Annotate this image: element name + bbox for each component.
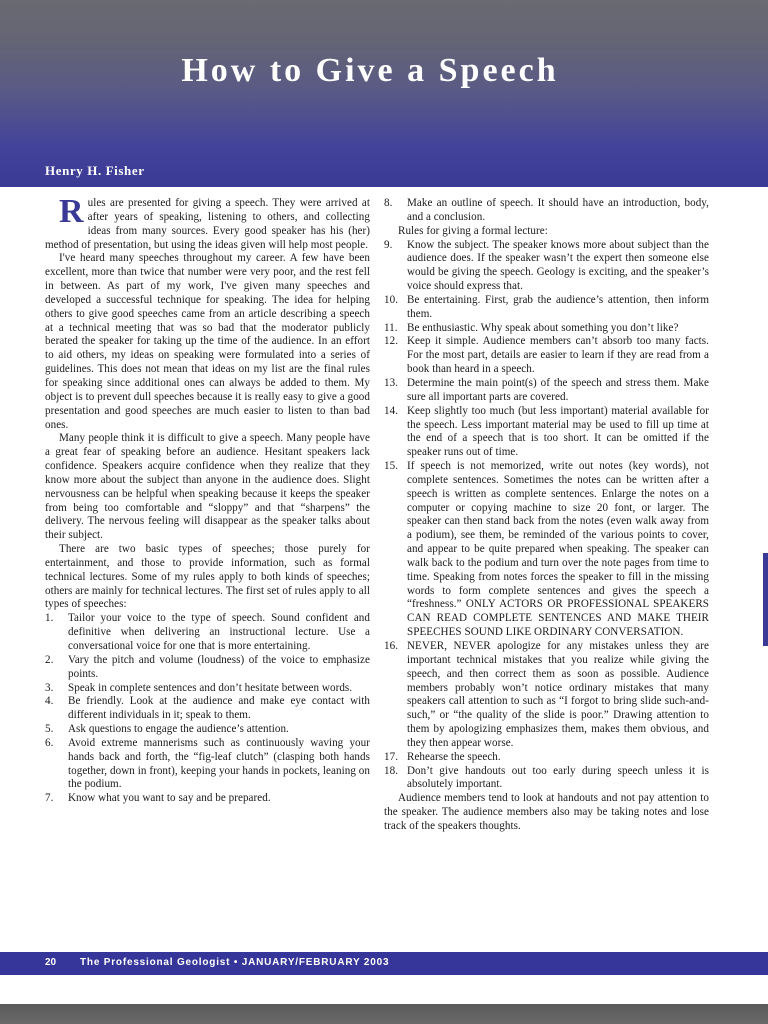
list-text: Keep it simple. Audience members can’t absorb too many facts. For the most part, details are easier to learn if they are read from a book than heard in a speech. (407, 335, 709, 376)
drop-cap: R (59, 193, 84, 230)
list-text: Avoid extreme mannerisms such as continuously waving your hands back and forth, the “fig-leaf clutch” (clasping both hands together, down in front), keeping your hands in pockets, leaning on the podium. (68, 736, 370, 791)
list-text: If speech is not memorized, write out notes (key words), not complete sentences. Sometimes the notes can be written after a speech is written as complete sentences. Enlarge the notes on a computer or copying machine to size 20 font, or larger. The speaker can then stand back from the notes (even walk away from a podium), see them, be reminded of the various points to cover, and appear to be quite prepared when speaking. The speaker can walk back to the podium and turn over the note pages from time to time. Speaking from notes forces the speaker to fill in the missing words to form complete sentences and gives the speech a “freshness.” ONLY ACTORS OR PROFESSIONAL SPEAKERS CAN READ COMPLETE SENTENCES AND MAKE THEIR SPEECHES SOUND LIKE ORDINARY CONVERSATION. (407, 460, 709, 639)
list-number: 1. (45, 612, 54, 625)
list-number: 18. (384, 764, 399, 777)
list-number: 10. (384, 293, 399, 306)
page-title: How to Give a Speech (181, 52, 559, 89)
list-text: Be entertaining. First, grab the audience’s attention, then inform them. (407, 293, 709, 320)
list-item (384, 640, 709, 751)
left-column (45, 193, 370, 806)
side-tab-marker (763, 553, 768, 646)
journal-citation: The Professional Geologist • JANUARY/FEBRUARY 2003 (80, 957, 390, 968)
list-item (45, 654, 370, 682)
list-number: 7. (45, 792, 54, 805)
list-text: Be friendly. Look at the audience and make eye contact with different individuals in it; speak to them. (68, 695, 370, 722)
list-number: 8. (384, 197, 393, 209)
list-text: Make an outline of speech. It should have an introduction, body, and a conclusion. (407, 197, 709, 223)
list-text: Rehearse the speech. (407, 750, 501, 763)
bottom-strip (0, 1004, 768, 1024)
paragraph: There are two basic types of speeches; those purely for entertainment, and those to provide information, such as formal technical lectures. Some of my rules apply to both kinds of speeches; others are mainly for technical lectures. The first set of rules apply to all types of speeches: (45, 543, 370, 611)
list-text: NEVER, NEVER apologize for any mistakes unless they are important technical mistakes that you realize while giving the speech, and then correct them as soon as possible. Audience members probably won’t notice ordinary mistakes that many speakers call attention to such as “I forgot to bring slide such-and-such,” or “the quality of the slide is poor.” Drawing attention to them by apologizing emphasizes them, makes them obvious, and they then appear worse. (407, 640, 709, 749)
right-column (384, 197, 709, 834)
list-text: Determine the main point(s) of the speech and stress them. Make sure all important parts are covered. (407, 376, 709, 403)
list-number: 6. (45, 736, 54, 749)
list-item (384, 460, 709, 640)
list-text: Tailor your voice to the type of speech. Sound confident and definitive when delivering an instructional lecture. Use a conversational voice for one that is more entertaining. (68, 612, 370, 652)
list-number: 16. (384, 640, 399, 652)
list-text: Know what you want to say and be prepared. (68, 792, 271, 805)
list-number: 4. (45, 695, 54, 708)
paragraph: Many people think it is difficult to give a speech. Many people have a great fear of speaking before an audience. Hesitant speakers lack confidence. Speakers acquire confidence when they realize that they know more about the subject than anyone in the audience does. Slight nervousness can be helpful when speaking because it keeps the speaker from being too comfortable and “sloppy” and that “sharpens” the delivery. The nervous feeling will disappear as the speaker talks about their subject. (45, 432, 370, 542)
list-item (45, 792, 370, 806)
intro-text: ules are presented for giving a speech. They were arrived at after years of speaking, listening to others, and collecting ideas from many sources. Every good speaker has his (her) method of presentation, but using the ideas given will help most people. (45, 197, 370, 251)
list-text: Speak in complete sentences and don’t hesitate between words. (68, 681, 353, 694)
list-number: 5. (45, 723, 54, 736)
page-number: 20 (45, 957, 57, 968)
list-text: Don’t give handouts out too early during speech unless it is absolutely important. (407, 764, 709, 791)
list-item (384, 294, 709, 322)
list-item (45, 612, 370, 654)
list-number: 9. (384, 238, 393, 251)
list-item (384, 197, 709, 225)
list-text: Keep slightly too much (but less important) material available for the speech. Less important material may be used to fill up time at the end of a speech that is too short. It can be omitted if the speaker runs out of time. (407, 404, 709, 459)
section-subhead: Rules for giving a formal lecture: (398, 224, 548, 237)
list-item (384, 377, 709, 405)
list-number: 12. (384, 335, 399, 348)
list-item (45, 682, 370, 696)
list-text: Ask questions to engage the audience’s attention. (68, 723, 289, 736)
list-number: 15. (384, 460, 399, 473)
list-number: 11. (384, 321, 398, 334)
rules-list-general (45, 612, 370, 806)
list-item (384, 335, 709, 377)
intro-paragraph (45, 193, 370, 252)
rules-list-formal (384, 239, 709, 793)
closing-paragraph: Audience members tend to look at handouts and not pay attention to the speaker. The audience members also may be taking notes and lose track of the speakers thoughts. (384, 792, 709, 832)
list-number: 17. (384, 750, 399, 763)
list-item (384, 239, 709, 294)
list-text: Be enthusiastic. Why speak about something you don’t like? (407, 321, 679, 334)
list-item (384, 751, 709, 765)
header-banner (0, 0, 768, 187)
list-item (45, 695, 370, 723)
list-text: Vary the pitch and volume (loudness) of the voice to emphasize points. (68, 653, 370, 680)
list-text: Know the subject. The speaker knows more about subject than the audience does. If the speaker wasn’t the expert then someone else would be giving the speech. Geology is exciting, and the speaker’s voice should express that. (407, 238, 709, 293)
list-item (384, 765, 709, 793)
list-number: 14. (384, 404, 399, 417)
list-number: 3. (45, 681, 54, 694)
list-item (384, 405, 709, 460)
paragraph: I've heard many speeches throughout my career. A few have been excellent, more than twice that number were very poor, and the rest fell in between. As part of my work, I've given many speeches and developed a successful technique for speaking. The idea for helping others to give good speeches came from an article describing a speech at a technical meeting that was so bad that the moderator publicly berated the speaker for taking up the time of the audience. In an effort to aid others, my ideas on speaking were formulated into a series of guidelines. This does not mean that ideas on my list are the final rules for speaking since additional ones can always be added to them. My object is to prevent dull speeches because it is really easy to give a good presentation and good speeches are much easier to listen to than bad ones. (45, 252, 370, 431)
list-item (45, 723, 370, 737)
author-name: Henry H. Fisher (45, 163, 145, 178)
rules-list-continued (384, 197, 709, 225)
list-item (384, 322, 709, 336)
list-number: 13. (384, 376, 399, 389)
list-number: 2. (45, 653, 54, 666)
list-item (45, 737, 370, 792)
